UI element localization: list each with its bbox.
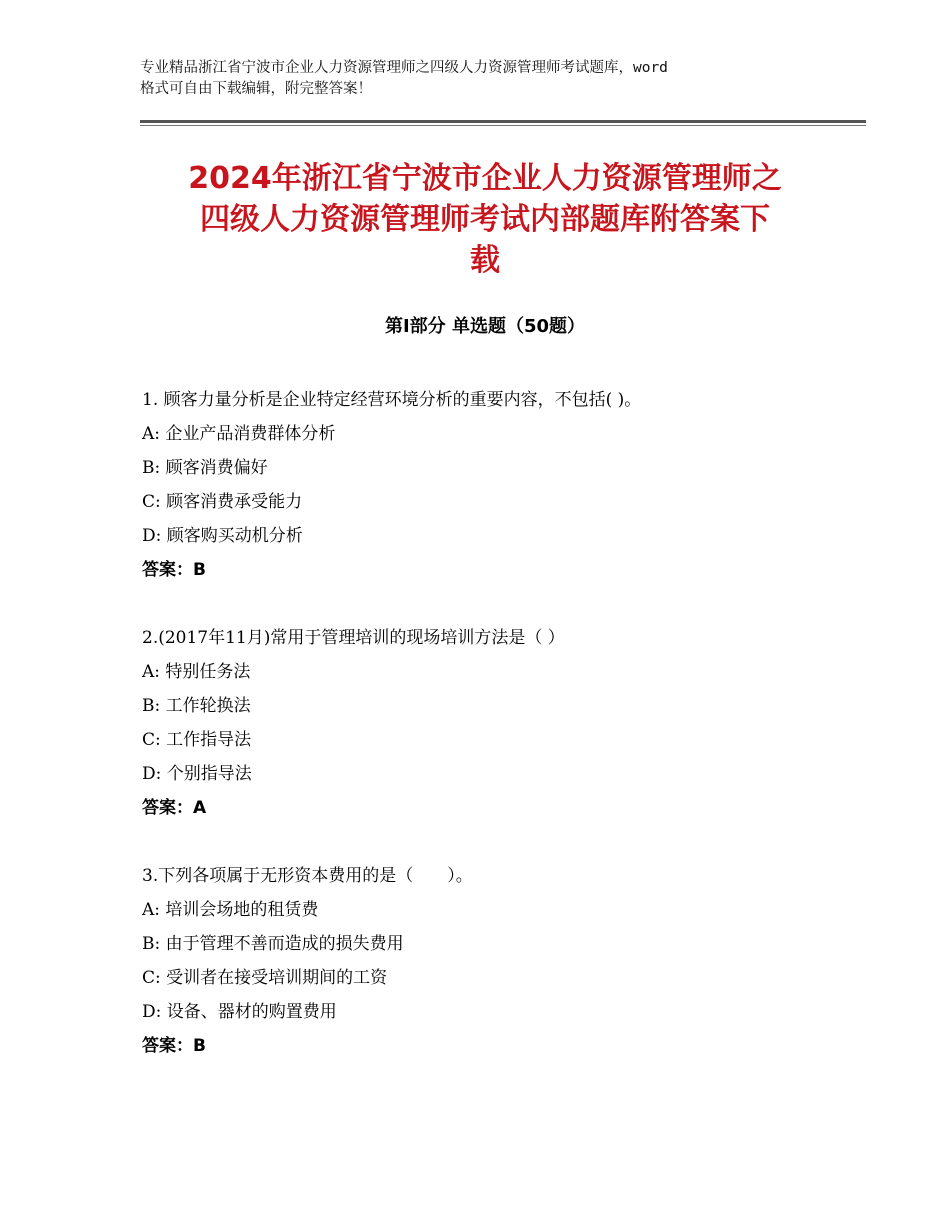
question-stem: 1. 顾客力量分析是企业特定经营环境分析的重要内容，不包括( )。 <box>142 390 642 410</box>
option-c: C: 受训者在接受培训期间的工资 <box>142 968 388 988</box>
answer-line <box>142 1029 832 1063</box>
question-1 <box>142 383 832 587</box>
option-a: A: 特别任务法 <box>142 662 251 682</box>
document-title-line-1: 2024年浙江省宁波市企业人力资源管理师之 <box>188 161 782 196</box>
header-rule-thin <box>140 125 866 126</box>
option-d: D: 个别指导法 <box>142 764 252 784</box>
answer-line <box>142 553 832 587</box>
document-title-line-2: 四级人力资源管理师考试内部题库附答案下 <box>200 202 770 237</box>
answer-prefix: 答案： <box>142 1036 193 1056</box>
option-a: A: 培训会场地的租赁费 <box>142 900 319 920</box>
header-note-line-1: 专业精品浙江省宁波市企业人力资源管理师之四级人力资源管理师考试题库，word <box>140 60 668 76</box>
answer-value: B <box>193 1036 206 1056</box>
header-note-line-2: 格式可自由下载编辑，附完整答案！ <box>140 81 372 97</box>
header-rule-thick <box>140 120 866 123</box>
document-title-line-3: 载 <box>470 243 500 278</box>
option-c: C: 顾客消费承受能力 <box>142 492 303 512</box>
header-note <box>140 58 830 100</box>
answer-prefix: 答案： <box>142 560 193 580</box>
question-stem: 3.下列各项属于无形资本费用的是（ ）。 <box>142 866 473 886</box>
answer-line <box>142 791 832 825</box>
question-list <box>142 383 832 1097</box>
option-b: B: 顾客消费偏好 <box>142 458 268 478</box>
question-3 <box>142 859 832 1063</box>
answer-value: B <box>193 560 206 580</box>
answer-value: A <box>193 798 207 818</box>
option-b: B: 由于管理不善而造成的损失费用 <box>142 934 404 954</box>
question-stem: 2.(2017年11月)常用于管理培训的现场培训方法是（ ） <box>142 628 565 648</box>
option-c: C: 工作指导法 <box>142 730 252 750</box>
document-title <box>140 158 830 281</box>
option-d: D: 设备、器材的购置费用 <box>142 1002 337 1022</box>
answer-prefix: 答案： <box>142 798 193 818</box>
part-heading: 第Ⅰ部分 单选题（50题） <box>384 316 585 337</box>
option-d: D: 顾客购买动机分析 <box>142 526 303 546</box>
option-b: B: 工作轮换法 <box>142 696 251 716</box>
option-a: A: 企业产品消费群体分析 <box>142 424 336 444</box>
question-2 <box>142 621 832 825</box>
